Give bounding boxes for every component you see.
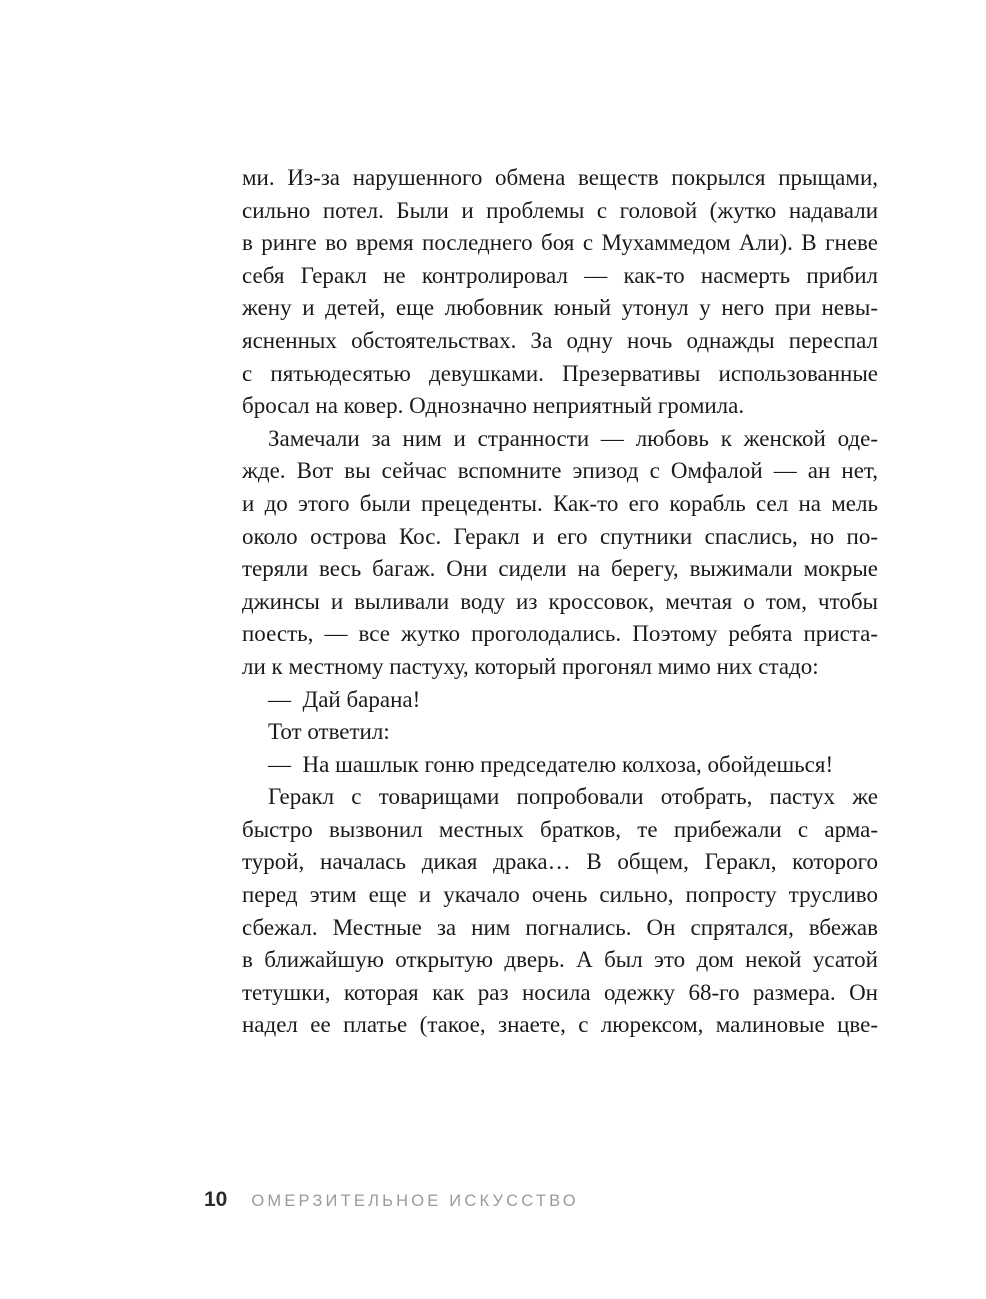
text-line: Замечали за ним и странности — любовь к женской оде- <box>268 425 878 451</box>
text-line: в ринге во время последнего боя с Мухаммедом Али). В гневе <box>242 230 878 256</box>
text-line: около острова Кос. Геракл и его спутники спаслись, но по- <box>242 523 878 549</box>
text-line: быстро вызвонил местных братков, те прибежали с арма- <box>242 816 878 842</box>
body-text-block <box>242 162 878 1042</box>
text-line: бросал на ковер. Однозначно неприятный громила. <box>242 393 745 419</box>
text-line: жену и детей, еще любовник юный утонул у него при невы- <box>242 295 878 321</box>
running-title: ОМЕРЗИТЕЛЬНОЕ ИСКУССТВО <box>251 1192 579 1210</box>
text-line: — Дай барана! <box>268 686 421 712</box>
text-line: себя Геракл не контролировал — как-то насмерть прибил <box>242 262 878 288</box>
text-line: и до этого были прецеденты. Как-то его корабль сел на мель <box>242 490 878 516</box>
text-line: с пятьюдесятью девушками. Презервативы использованные <box>242 360 878 386</box>
text-line: сбежал. Местные за ним погнались. Он спрятался, вбежав <box>242 914 878 940</box>
text-line: жде. Вот вы сейчас вспомните эпизод с Омфалой — ан нет, <box>242 458 878 484</box>
text-line: надел ее платье (такое, знаете, с люрексом, малиновые цве- <box>242 1012 878 1038</box>
text-line: перед этим еще и укачало очень сильно, попросту трусливо <box>242 882 878 908</box>
text-line: Геракл с товарищами попробовали отобрать, пастух же <box>268 784 878 810</box>
page-number: 10 <box>204 1188 228 1211</box>
text-line: джинсы и выливали воду из кроссовок, мечтая о том, чтобы <box>242 588 878 614</box>
footer <box>204 1188 579 1212</box>
text-line: поесть, — все жутко проголодались. Поэтому ребята приста- <box>242 621 878 647</box>
text-line: Тот ответил: <box>268 719 390 745</box>
text-line: тетушки, которая как раз носила одежку 68-го размера. Он <box>242 979 878 1005</box>
text-line: ли к местному пастуху, который прогонял мимо них стадо: <box>242 653 819 679</box>
text-line: в ближайшую открытую дверь. А был это дом некой усатой <box>242 947 878 973</box>
text-line: — На шашлык гоню председателю колхоза, обойдешься! <box>268 751 834 777</box>
text-line: ясненных обстоятельствах. За одну ночь однажды переспал <box>242 327 878 353</box>
text-line: сильно потел. Были и проблемы с головой (жутко надавали <box>242 197 878 223</box>
text-line: теряли весь багаж. Они сидели на берегу, выжимали мокрые <box>242 556 878 582</box>
text-line: турой, началась дикая драка… В общем, Геракл, которого <box>242 849 878 875</box>
text-line: ми. Из-за нарушенного обмена веществ покрылся прыщами, <box>242 165 878 190</box>
